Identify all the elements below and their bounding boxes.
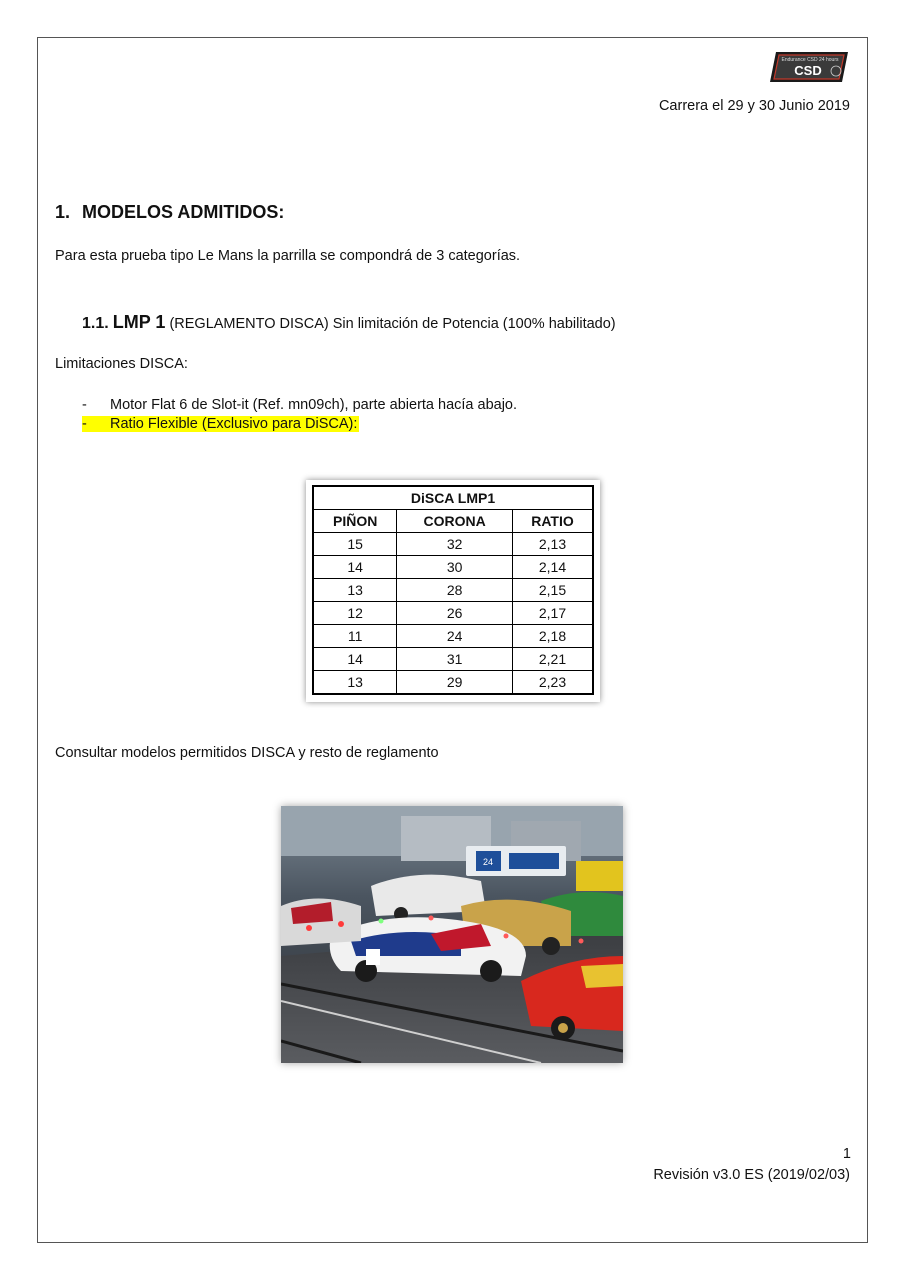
- sign-number: 24: [482, 857, 494, 867]
- table-row: [313, 648, 593, 671]
- page-number: 1: [842, 1146, 851, 1162]
- table-row: [313, 602, 593, 625]
- table-cell: 2,13: [512, 533, 593, 556]
- subsection-heading: [82, 312, 616, 333]
- table-cell: 24: [397, 625, 513, 648]
- bullet-text: Ratio Flexible (Exclusivo para DiSCA):: [110, 416, 358, 432]
- table-cell: 2,14: [512, 556, 593, 579]
- intro-paragraph: Para esta prueba tipo Le Mans la parrilla se compondrá de 3 categorías.: [55, 248, 521, 264]
- ratio-table: [312, 485, 594, 695]
- logo-text: CSD: [794, 63, 822, 78]
- consult-text: Consultar modelos permitidos DISCA y resto de reglamento: [55, 745, 439, 761]
- table-row: [313, 556, 593, 579]
- subsection-number: 1.1.: [82, 315, 109, 332]
- table-row: [313, 671, 593, 695]
- table-cell: 30: [397, 556, 513, 579]
- bullet-text-post: ), parte abierta hacía abajo.: [339, 397, 518, 413]
- table-cell: 32: [397, 533, 513, 556]
- table-cell: 11: [313, 625, 397, 648]
- bullet-dash: -: [82, 416, 87, 432]
- table-cell: 13: [313, 579, 397, 602]
- table-title: DiSCA LMP1: [313, 486, 593, 510]
- column-header: RATIO: [512, 510, 593, 533]
- table-row: [313, 579, 593, 602]
- table-cell: 26: [397, 602, 513, 625]
- section-number: 1.: [55, 202, 71, 222]
- table-cell: 13: [313, 671, 397, 695]
- logo-subtext: Endurance CSD 24 hours: [781, 57, 839, 63]
- bullet-ratio: [82, 416, 359, 432]
- subsection-name: LMP 1: [112, 312, 166, 332]
- table-cell: 31: [397, 648, 513, 671]
- column-header: PIÑON: [313, 510, 397, 533]
- bullet-text: Motor Flat 6 de Slot-it (Ref.: [110, 397, 289, 413]
- section-title: MODELOS ADMITIDOS:: [82, 202, 285, 222]
- table-cell: 12: [313, 602, 397, 625]
- table-cell: 2,15: [512, 579, 593, 602]
- motor-ref: mn09ch: [288, 397, 340, 413]
- race-date: Carrera el 29 y 30 Junio 2019: [658, 98, 850, 114]
- table-cell: 14: [313, 648, 397, 671]
- table-cell: 29: [397, 671, 513, 695]
- table-cell: 2,17: [512, 602, 593, 625]
- table-cell: 2,23: [512, 671, 593, 695]
- column-header: CORONA: [397, 510, 513, 533]
- slot-cars-photo: [281, 806, 623, 1063]
- bullet-dash: -: [82, 397, 87, 413]
- table-cell: 2,18: [512, 625, 593, 648]
- ratio-table-image: [306, 480, 600, 702]
- csd-logo: [770, 50, 850, 84]
- table-cell: 15: [313, 533, 397, 556]
- limits-label: Limitaciones DISCA:: [55, 356, 188, 372]
- table-cell: 14: [313, 556, 397, 579]
- slot-cars-illustration: [281, 806, 623, 1063]
- revision-label: Revisión v3.0 ES (2019/02/03): [653, 1167, 850, 1183]
- bullet-motor: [82, 397, 517, 413]
- subsection-description: (REGLAMENTO DISCA) Sin limitación de Potencia (100% habilitado): [169, 316, 616, 332]
- table-row: [313, 533, 593, 556]
- table-cell: 2,21: [512, 648, 593, 671]
- table-row: [313, 625, 593, 648]
- table-cell: 28: [397, 579, 513, 602]
- section-heading: [55, 202, 284, 223]
